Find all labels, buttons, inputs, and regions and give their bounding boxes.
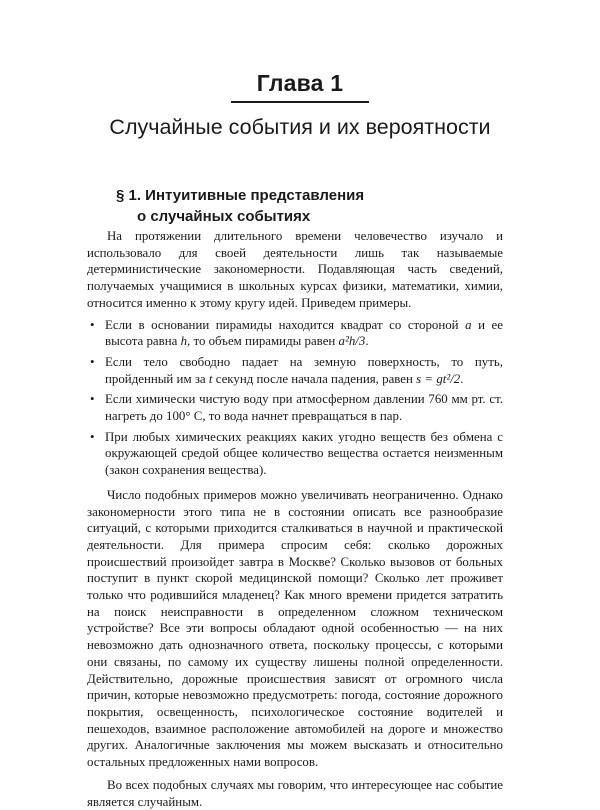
example-text: Если химически чистую воду при атмосферном давлении 760 мм рт. ст. нагреть до 100° С, то вода начнет превращаться в пар. [105,392,503,424]
section-title-line-2: о случайных событиях [137,208,311,225]
bullet-icon: • [90,317,95,332]
section-title [116,185,496,227]
list-item [87,317,503,350]
example-text: При любых химических реакциях каких угодно веществ без обмена с окружающей средой общее количество вещества остается неизменным (закон сохранения вещества). [105,429,503,478]
chapter-label: Глава 1 [256,70,344,96]
bullet-icon: • [90,429,95,444]
body-text [87,228,503,810]
bullet-icon: • [90,392,95,407]
chapter-underline [231,101,369,103]
list-item [87,354,503,387]
examples-list [87,317,503,479]
list-item [87,429,503,479]
intro-paragraph: На протяжении длительного времени человечество изучало и использовало для своей деятельности лишь так называемые детерминистические закономерности. Подавляющая часть сведений, получаемых учащимися в школьных курсах физики, математики, химии, относится именно к этому кругу идей. Приведем примеры. [87,229,503,310]
chapter-title: Случайные события и их вероятности [109,115,491,139]
section-title-line-1: § 1. Интуитивные представления [116,187,365,204]
example-text: Если в основании пирамиды находится квадрат со стороной a и ее высота равна h, то объем пирамиды равен a²h/3. [105,317,503,349]
list-item [87,391,503,424]
example-text: Если тело свободно падает на земную поверхность, то путь, пройденный им за t секунд после начала падения, равен s = gt²/2. [105,354,503,386]
paragraph-3: Во всех подобных случаях мы говорим, что интересующее нас событие является случайным. [87,777,503,809]
paragraph-2: Число подобных примеров можно увеличивать неограниченно. Однако закономерности этого типа не в состоянии описать все разнообразие ситуаций, с которыми приходится сталкиваться в научной и практической деятельности. Для примера спросим себя: сколько дорожных происшествий произойдет завтра в Москве? Сколько вызовов от больных поступит в пункт скорой медицинской помощи? Сколько лет проживет только что родившийся младенец? Как много времени придется затратить на поиск неисправности в определенном сложном техническом устройстве? Все эти вопросы обладают одной особенностью — на них невозможно дать однозначного ответа, поскольку процессы, с которыми они связаны, по самому их существу лишены полной определенности. Действительно, дорожные происшествия зависят от огромного числа причин, которые невозможно предусмотреть: погода, состояние дорожного покрытия, освещенность, психологическое состояние водителей и пешеходов, взаимное расположение автомобилей на дороге и множество других. Аналогичные заключения мы можем высказать и относительно остальных предложенных нами вопросов. [87,487,503,770]
bullet-icon: • [90,354,95,369]
